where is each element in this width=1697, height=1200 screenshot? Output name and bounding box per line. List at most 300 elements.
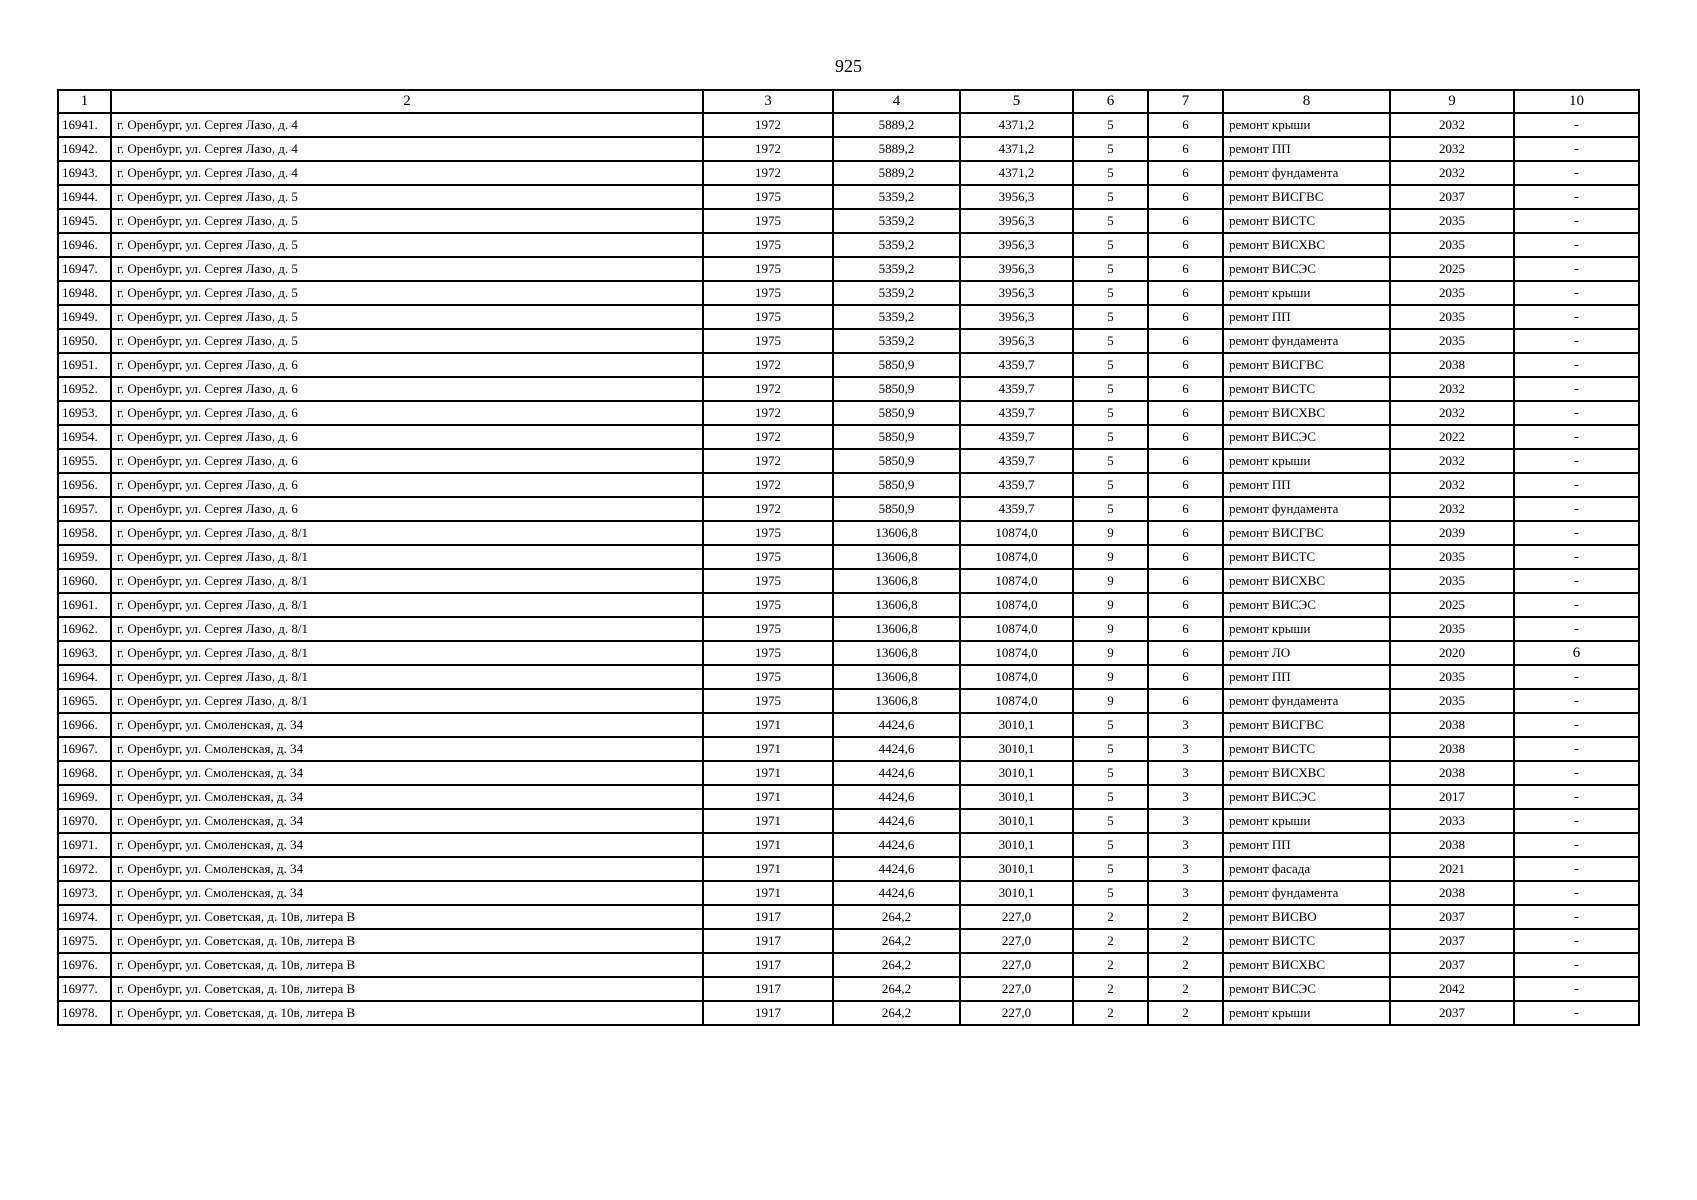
floors-cell: 5 — [1073, 785, 1148, 809]
row-number-cell: 16977. — [58, 977, 111, 1001]
living-area-cell: 227,0 — [960, 977, 1073, 1001]
total-area-cell: 4424,6 — [833, 881, 960, 905]
table-row — [58, 401, 1639, 425]
floors-cell: 5 — [1073, 401, 1148, 425]
entrances-cell: 3 — [1148, 713, 1223, 737]
address-cell: г. Оренбург, ул. Смоленская, д. 34 — [111, 881, 703, 905]
floors-cell: 5 — [1073, 113, 1148, 137]
work-type-cell: ремонт ВИСХВС — [1223, 953, 1390, 977]
work-type-cell: ремонт ЛО — [1223, 641, 1390, 665]
address-cell: г. Оренбург, ул. Сергея Лазо, д. 4 — [111, 137, 703, 161]
entrances-cell: 6 — [1148, 209, 1223, 233]
note-cell: - — [1514, 977, 1639, 1001]
table-row — [58, 137, 1639, 161]
build-year-cell: 1975 — [703, 185, 833, 209]
row-number-cell: 16964. — [58, 665, 111, 689]
note-cell: - — [1514, 545, 1639, 569]
planned-year-cell: 2035 — [1390, 329, 1514, 353]
column-header-1: 1 — [58, 90, 111, 113]
total-area-cell: 4424,6 — [833, 737, 960, 761]
work-type-cell: ремонт фундамента — [1223, 161, 1390, 185]
table-row — [58, 785, 1639, 809]
address-cell: г. Оренбург, ул. Сергея Лазо, д. 8/1 — [111, 689, 703, 713]
floors-cell: 9 — [1073, 593, 1148, 617]
row-number-cell: 16958. — [58, 521, 111, 545]
note-cell: - — [1514, 305, 1639, 329]
floors-cell: 5 — [1073, 761, 1148, 785]
address-cell: г. Оренбург, ул. Сергея Лазо, д. 6 — [111, 497, 703, 521]
entrances-cell: 3 — [1148, 785, 1223, 809]
planned-year-cell: 2037 — [1390, 953, 1514, 977]
row-number-cell: 16971. — [58, 833, 111, 857]
note-cell: - — [1514, 689, 1639, 713]
build-year-cell: 1972 — [703, 113, 833, 137]
total-area-cell: 5359,2 — [833, 233, 960, 257]
entrances-cell: 6 — [1148, 185, 1223, 209]
living-area-cell: 10874,0 — [960, 521, 1073, 545]
note-cell: - — [1514, 713, 1639, 737]
address-cell: г. Оренбург, ул. Смоленская, д. 34 — [111, 761, 703, 785]
address-cell: г. Оренбург, ул. Сергея Лазо, д. 6 — [111, 353, 703, 377]
table-row — [58, 977, 1639, 1001]
total-area-cell: 5889,2 — [833, 161, 960, 185]
build-year-cell: 1971 — [703, 857, 833, 881]
note-cell: - — [1514, 281, 1639, 305]
total-area-cell: 264,2 — [833, 953, 960, 977]
floors-cell: 9 — [1073, 545, 1148, 569]
work-type-cell: ремонт фундамента — [1223, 329, 1390, 353]
living-area-cell: 3956,3 — [960, 329, 1073, 353]
total-area-cell: 5359,2 — [833, 329, 960, 353]
table-row — [58, 689, 1639, 713]
build-year-cell: 1975 — [703, 641, 833, 665]
entrances-cell: 6 — [1148, 257, 1223, 281]
floors-cell: 5 — [1073, 329, 1148, 353]
address-cell: г. Оренбург, ул. Сергея Лазо, д. 5 — [111, 233, 703, 257]
work-type-cell: ремонт ВИСЭС — [1223, 977, 1390, 1001]
note-cell: - — [1514, 785, 1639, 809]
address-cell: г. Оренбург, ул. Сергея Лазо, д. 5 — [111, 329, 703, 353]
table-row — [58, 953, 1639, 977]
planned-year-cell: 2038 — [1390, 881, 1514, 905]
address-cell: г. Оренбург, ул. Сергея Лазо, д. 5 — [111, 257, 703, 281]
address-cell: г. Оренбург, ул. Сергея Лазо, д. 6 — [111, 401, 703, 425]
address-cell: г. Оренбург, ул. Сергея Лазо, д. 8/1 — [111, 521, 703, 545]
column-header-4: 4 — [833, 90, 960, 113]
living-area-cell: 10874,0 — [960, 593, 1073, 617]
build-year-cell: 1972 — [703, 401, 833, 425]
work-type-cell: ремонт крыши — [1223, 449, 1390, 473]
floors-cell: 9 — [1073, 689, 1148, 713]
address-cell: г. Оренбург, ул. Сергея Лазо, д. 8/1 — [111, 569, 703, 593]
build-year-cell: 1975 — [703, 569, 833, 593]
table-row — [58, 545, 1639, 569]
address-cell: г. Оренбург, ул. Сергея Лазо, д. 8/1 — [111, 593, 703, 617]
page-number: 925 — [835, 56, 862, 76]
entrances-cell: 6 — [1148, 497, 1223, 521]
work-type-cell: ремонт крыши — [1223, 113, 1390, 137]
total-area-cell: 5359,2 — [833, 257, 960, 281]
planned-year-cell: 2035 — [1390, 569, 1514, 593]
build-year-cell: 1971 — [703, 785, 833, 809]
build-year-cell: 1971 — [703, 881, 833, 905]
floors-cell: 2 — [1073, 953, 1148, 977]
floors-cell: 9 — [1073, 521, 1148, 545]
planned-year-cell: 2035 — [1390, 233, 1514, 257]
note-cell: - — [1514, 953, 1639, 977]
build-year-cell: 1975 — [703, 329, 833, 353]
row-number-cell: 16957. — [58, 497, 111, 521]
column-header-3: 3 — [703, 90, 833, 113]
total-area-cell: 13606,8 — [833, 593, 960, 617]
note-cell: - — [1514, 353, 1639, 377]
note-cell: - — [1514, 329, 1639, 353]
note-cell: - — [1514, 809, 1639, 833]
address-cell: г. Оренбург, ул. Сергея Лазо, д. 5 — [111, 209, 703, 233]
build-year-cell: 1971 — [703, 761, 833, 785]
row-number-cell: 16943. — [58, 161, 111, 185]
work-type-cell: ремонт ПП — [1223, 305, 1390, 329]
table-row — [58, 881, 1639, 905]
table-row — [58, 185, 1639, 209]
total-area-cell: 5359,2 — [833, 185, 960, 209]
note-cell: - — [1514, 137, 1639, 161]
address-cell: г. Оренбург, ул. Смоленская, д. 34 — [111, 713, 703, 737]
planned-year-cell: 2037 — [1390, 929, 1514, 953]
living-area-cell: 3010,1 — [960, 785, 1073, 809]
work-type-cell: ремонт ВИСХВС — [1223, 569, 1390, 593]
entrances-cell: 3 — [1148, 857, 1223, 881]
floors-cell: 2 — [1073, 929, 1148, 953]
total-area-cell: 13606,8 — [833, 545, 960, 569]
floors-cell: 2 — [1073, 977, 1148, 1001]
table-row — [58, 929, 1639, 953]
planned-year-cell: 2037 — [1390, 1001, 1514, 1025]
table-row — [58, 617, 1639, 641]
note-cell: - — [1514, 401, 1639, 425]
build-year-cell: 1972 — [703, 377, 833, 401]
work-type-cell: ремонт ВИСТС — [1223, 545, 1390, 569]
address-cell: г. Оренбург, ул. Советская, д. 10в, литера В — [111, 977, 703, 1001]
living-area-cell: 10874,0 — [960, 569, 1073, 593]
row-number-cell: 16976. — [58, 953, 111, 977]
address-cell: г. Оренбург, ул. Смоленская, д. 34 — [111, 809, 703, 833]
row-number-cell: 16947. — [58, 257, 111, 281]
planned-year-cell: 2032 — [1390, 137, 1514, 161]
total-area-cell: 264,2 — [833, 905, 960, 929]
address-cell: г. Оренбург, ул. Смоленская, д. 34 — [111, 785, 703, 809]
floors-cell: 5 — [1073, 281, 1148, 305]
address-cell: г. Оренбург, ул. Смоленская, д. 34 — [111, 737, 703, 761]
total-area-cell: 4424,6 — [833, 785, 960, 809]
entrances-cell: 6 — [1148, 329, 1223, 353]
living-area-cell: 10874,0 — [960, 641, 1073, 665]
living-area-cell: 4359,7 — [960, 497, 1073, 521]
planned-year-cell: 2038 — [1390, 761, 1514, 785]
planned-year-cell: 2038 — [1390, 833, 1514, 857]
total-area-cell: 5359,2 — [833, 305, 960, 329]
entrances-cell: 6 — [1148, 161, 1223, 185]
address-cell: г. Оренбург, ул. Сергея Лазо, д. 4 — [111, 161, 703, 185]
total-area-cell: 5850,9 — [833, 449, 960, 473]
note-cell: - — [1514, 161, 1639, 185]
address-cell: г. Оренбург, ул. Сергея Лазо, д. 5 — [111, 305, 703, 329]
work-type-cell: ремонт ВИСТС — [1223, 209, 1390, 233]
living-area-cell: 4371,2 — [960, 161, 1073, 185]
entrances-cell: 3 — [1148, 809, 1223, 833]
planned-year-cell: 2025 — [1390, 593, 1514, 617]
total-area-cell: 5850,9 — [833, 497, 960, 521]
living-area-cell: 3956,3 — [960, 257, 1073, 281]
living-area-cell: 3010,1 — [960, 881, 1073, 905]
note-cell: - — [1514, 857, 1639, 881]
table-row — [58, 425, 1639, 449]
planned-year-cell: 2035 — [1390, 281, 1514, 305]
build-year-cell: 1975 — [703, 257, 833, 281]
entrances-cell: 6 — [1148, 425, 1223, 449]
table-row — [58, 761, 1639, 785]
entrances-cell: 6 — [1148, 281, 1223, 305]
floors-cell: 5 — [1073, 857, 1148, 881]
work-type-cell: ремонт ВИСЭС — [1223, 257, 1390, 281]
entrances-cell: 6 — [1148, 113, 1223, 137]
address-cell: г. Оренбург, ул. Сергея Лазо, д. 8/1 — [111, 641, 703, 665]
entrances-cell: 6 — [1148, 137, 1223, 161]
total-area-cell: 13606,8 — [833, 665, 960, 689]
table-row — [58, 737, 1639, 761]
entrances-cell: 2 — [1148, 977, 1223, 1001]
living-area-cell: 3010,1 — [960, 833, 1073, 857]
planned-year-cell: 2032 — [1390, 401, 1514, 425]
floors-cell: 5 — [1073, 305, 1148, 329]
floors-cell: 9 — [1073, 617, 1148, 641]
address-cell: г. Оренбург, ул. Сергея Лазо, д. 6 — [111, 449, 703, 473]
address-cell: г. Оренбург, ул. Сергея Лазо, д. 5 — [111, 281, 703, 305]
work-type-cell: ремонт крыши — [1223, 809, 1390, 833]
build-year-cell: 1917 — [703, 905, 833, 929]
work-type-cell: ремонт ВИСТС — [1223, 929, 1390, 953]
build-year-cell: 1917 — [703, 929, 833, 953]
floors-cell: 9 — [1073, 665, 1148, 689]
row-number-cell: 16941. — [58, 113, 111, 137]
living-area-cell: 227,0 — [960, 929, 1073, 953]
note-cell: - — [1514, 905, 1639, 929]
address-cell: г. Оренбург, ул. Советская, д. 10в, литера В — [111, 953, 703, 977]
total-area-cell: 4424,6 — [833, 713, 960, 737]
total-area-cell: 5850,9 — [833, 401, 960, 425]
work-type-cell: ремонт фундамента — [1223, 881, 1390, 905]
note-cell: - — [1514, 497, 1639, 521]
table-row — [58, 377, 1639, 401]
table-row — [58, 665, 1639, 689]
work-type-cell: ремонт ВИСЭС — [1223, 425, 1390, 449]
entrances-cell: 6 — [1148, 521, 1223, 545]
note-cell: - — [1514, 1001, 1639, 1025]
floors-cell: 5 — [1073, 257, 1148, 281]
table-row — [58, 161, 1639, 185]
entrances-cell: 6 — [1148, 617, 1223, 641]
address-cell: г. Оренбург, ул. Сергея Лазо, д. 8/1 — [111, 545, 703, 569]
table-row — [58, 569, 1639, 593]
row-number-cell: 16951. — [58, 353, 111, 377]
row-number-cell: 16949. — [58, 305, 111, 329]
row-number-cell: 16968. — [58, 761, 111, 785]
build-year-cell: 1975 — [703, 209, 833, 233]
total-area-cell: 4424,6 — [833, 857, 960, 881]
address-cell: г. Оренбург, ул. Советская, д. 10в, литера В — [111, 929, 703, 953]
planned-year-cell: 2033 — [1390, 809, 1514, 833]
note-cell: - — [1514, 665, 1639, 689]
living-area-cell: 3956,3 — [960, 305, 1073, 329]
note-cell: - — [1514, 449, 1639, 473]
row-number-cell: 16948. — [58, 281, 111, 305]
work-type-cell: ремонт ПП — [1223, 473, 1390, 497]
row-number-cell: 16978. — [58, 1001, 111, 1025]
living-area-cell: 4359,7 — [960, 425, 1073, 449]
planned-year-cell: 2020 — [1390, 641, 1514, 665]
row-number-cell: 16959. — [58, 545, 111, 569]
table-row — [58, 473, 1639, 497]
planned-year-cell: 2021 — [1390, 857, 1514, 881]
table-row — [58, 281, 1639, 305]
table-row — [58, 449, 1639, 473]
planned-year-cell: 2022 — [1390, 425, 1514, 449]
column-header-8: 8 — [1223, 90, 1390, 113]
table-row — [58, 233, 1639, 257]
living-area-cell: 4359,7 — [960, 473, 1073, 497]
table-row — [58, 521, 1639, 545]
living-area-cell: 4359,7 — [960, 377, 1073, 401]
floors-cell: 5 — [1073, 353, 1148, 377]
build-year-cell: 1972 — [703, 497, 833, 521]
living-area-cell: 3010,1 — [960, 857, 1073, 881]
living-area-cell: 10874,0 — [960, 545, 1073, 569]
row-number-cell: 16970. — [58, 809, 111, 833]
floors-cell: 5 — [1073, 713, 1148, 737]
planned-year-cell: 2032 — [1390, 473, 1514, 497]
row-number-cell: 16946. — [58, 233, 111, 257]
planned-year-cell: 2035 — [1390, 209, 1514, 233]
table-row — [58, 113, 1639, 137]
floors-cell: 5 — [1073, 809, 1148, 833]
floors-cell: 2 — [1073, 1001, 1148, 1025]
work-type-cell: ремонт ВИСГВС — [1223, 353, 1390, 377]
table-body — [58, 113, 1639, 1025]
planned-year-cell: 2032 — [1390, 497, 1514, 521]
table-row — [58, 497, 1639, 521]
living-area-cell: 4359,7 — [960, 401, 1073, 425]
note-cell: - — [1514, 761, 1639, 785]
note-cell: - — [1514, 881, 1639, 905]
row-number-cell: 16975. — [58, 929, 111, 953]
floors-cell: 5 — [1073, 137, 1148, 161]
planned-year-cell: 2032 — [1390, 449, 1514, 473]
build-year-cell: 1972 — [703, 425, 833, 449]
build-year-cell: 1975 — [703, 665, 833, 689]
living-area-cell: 3956,3 — [960, 233, 1073, 257]
entrances-cell: 6 — [1148, 689, 1223, 713]
floors-cell: 5 — [1073, 425, 1148, 449]
address-cell: г. Оренбург, ул. Сергея Лазо, д. 5 — [111, 185, 703, 209]
floors-cell: 2 — [1073, 905, 1148, 929]
living-area-cell: 4371,2 — [960, 113, 1073, 137]
build-year-cell: 1975 — [703, 545, 833, 569]
living-area-cell: 227,0 — [960, 953, 1073, 977]
floors-cell: 5 — [1073, 377, 1148, 401]
planned-year-cell: 2035 — [1390, 689, 1514, 713]
address-cell: г. Оренбург, ул. Сергея Лазо, д. 4 — [111, 113, 703, 137]
total-area-cell: 5850,9 — [833, 353, 960, 377]
note-cell: - — [1514, 257, 1639, 281]
build-year-cell: 1972 — [703, 137, 833, 161]
build-year-cell: 1971 — [703, 833, 833, 857]
floors-cell: 9 — [1073, 641, 1148, 665]
total-area-cell: 5889,2 — [833, 137, 960, 161]
row-number-cell: 16973. — [58, 881, 111, 905]
total-area-cell: 13606,8 — [833, 689, 960, 713]
total-area-cell: 13606,8 — [833, 569, 960, 593]
living-area-cell: 4359,7 — [960, 449, 1073, 473]
table-row — [58, 593, 1639, 617]
total-area-cell: 264,2 — [833, 977, 960, 1001]
row-number-cell: 16945. — [58, 209, 111, 233]
work-type-cell: ремонт крыши — [1223, 617, 1390, 641]
work-type-cell: ремонт ВИСТС — [1223, 737, 1390, 761]
total-area-cell: 4424,6 — [833, 833, 960, 857]
note-cell: - — [1514, 473, 1639, 497]
floors-cell: 5 — [1073, 473, 1148, 497]
entrances-cell: 6 — [1148, 569, 1223, 593]
build-year-cell: 1975 — [703, 689, 833, 713]
planned-year-cell: 2017 — [1390, 785, 1514, 809]
note-cell: - — [1514, 617, 1639, 641]
table-row — [58, 905, 1639, 929]
work-type-cell: ремонт крыши — [1223, 281, 1390, 305]
work-type-cell: ремонт фундамента — [1223, 689, 1390, 713]
note-cell: - — [1514, 185, 1639, 209]
living-area-cell: 3010,1 — [960, 761, 1073, 785]
total-area-cell: 5850,9 — [833, 473, 960, 497]
planned-year-cell: 2032 — [1390, 377, 1514, 401]
entrances-cell: 6 — [1148, 377, 1223, 401]
row-number-cell: 16955. — [58, 449, 111, 473]
living-area-cell: 227,0 — [960, 905, 1073, 929]
living-area-cell: 10874,0 — [960, 689, 1073, 713]
work-type-cell: ремонт ВИСЭС — [1223, 785, 1390, 809]
build-year-cell: 1972 — [703, 353, 833, 377]
build-year-cell: 1975 — [703, 521, 833, 545]
build-year-cell: 1971 — [703, 737, 833, 761]
floors-cell: 9 — [1073, 569, 1148, 593]
header-row — [58, 90, 1639, 113]
work-type-cell: ремонт ВИСГВС — [1223, 185, 1390, 209]
address-cell: г. Оренбург, ул. Советская, д. 10в, литера В — [111, 905, 703, 929]
column-header-10: 10 — [1514, 90, 1639, 113]
entrances-cell: 6 — [1148, 641, 1223, 665]
column-header-5: 5 — [960, 90, 1073, 113]
column-header-6: 6 — [1073, 90, 1148, 113]
entrances-cell: 6 — [1148, 233, 1223, 257]
work-type-cell: ремонт ВИСЭС — [1223, 593, 1390, 617]
note-cell: - — [1514, 833, 1639, 857]
work-type-cell: ремонт ВИСТС — [1223, 377, 1390, 401]
work-type-cell: ремонт ПП — [1223, 833, 1390, 857]
total-area-cell: 5889,2 — [833, 113, 960, 137]
address-cell: г. Оренбург, ул. Сергея Лазо, д. 6 — [111, 377, 703, 401]
build-year-cell: 1917 — [703, 953, 833, 977]
build-year-cell: 1972 — [703, 161, 833, 185]
address-cell: г. Оренбург, ул. Сергея Лазо, д. 6 — [111, 425, 703, 449]
